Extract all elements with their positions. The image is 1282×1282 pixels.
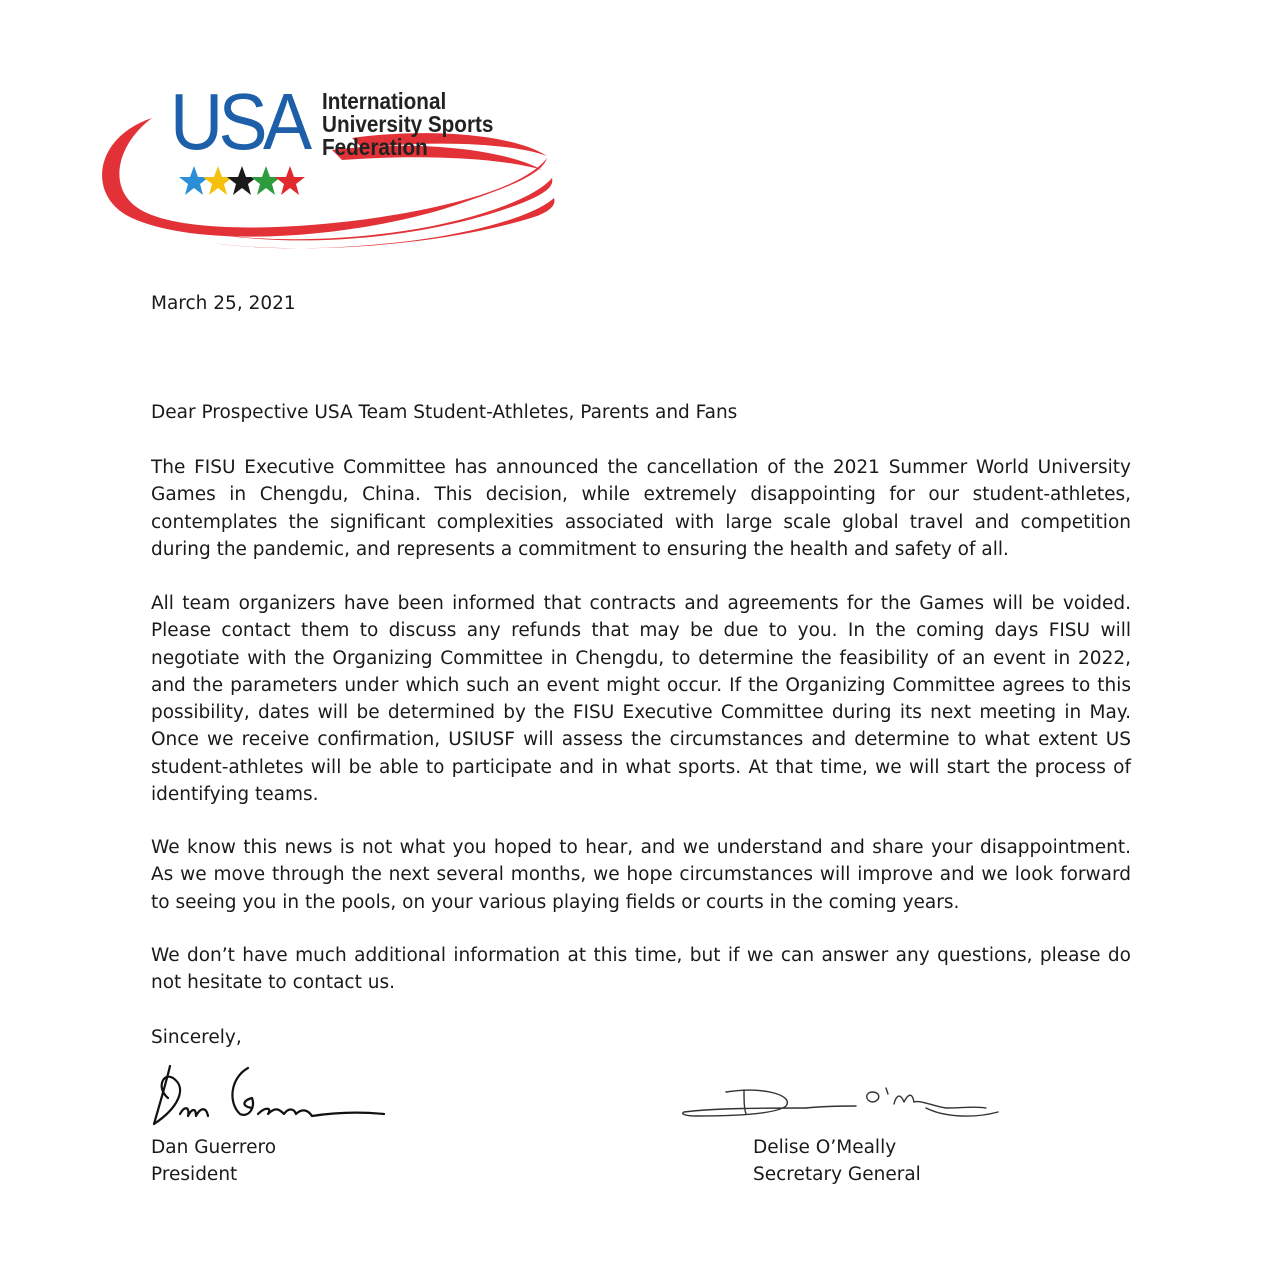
star-icon (275, 166, 305, 195)
letter-paragraph: All team organizers have been informed that contracts and agreements for the Games will be voided. Please contact them to discuss any refunds that may be due to you. In the coming days FISU will negotiate with the Organizing Committee in Chengdu, to determine the feasibility of an event in 2022, and the parameters under which such an event might occur. If the Organizing Committee agrees to this possibility, dates will be determined by the FISU Executive Committee during its next meeting in May. Once we receive confirmation, USIUSF will assess the circumstances and determine to what extent US student-athletes will be able to participate and in what sports. At that time, we will start the process of identifying teams. (151, 593, 1131, 806)
letter-paragraph: We don’t have much additional information at this time, but if we can answer any questions, please do not hesitate to contact us. (151, 945, 1131, 994)
star-icon (251, 166, 281, 195)
letter-paragraph: The FISU Executive Committee has announced the cancellation of the 2021 Summer World University Games in Chengdu, China. This decision, while extremely disappointing for our student-athletes, contemplates the significant complexities associated with large scale global travel and competition during the pandemic, and represents a commitment to ensuring the health and safety of all. (151, 457, 1131, 560)
signer-name: Delise O’Meally (753, 1137, 897, 1158)
star-icons (179, 166, 305, 195)
signer-block (151, 1134, 276, 1188)
letter-closing: Sincerely, (151, 1027, 242, 1048)
signer-title: Secretary General (753, 1164, 921, 1185)
letter-date: March 25, 2021 (151, 293, 296, 314)
signature-delise-omeally (676, 1078, 1006, 1128)
logo-org-line: International (322, 88, 447, 114)
letter-paragraph: We know this news is not what you hoped to hear, and we understand and share your disappointment. As we move through the next several months, we hope circumstances will improve and we look forward to seeing you in the pools, on your various playing fields or courts in the coming years. (151, 837, 1131, 913)
logo-usa-text: USA (170, 77, 308, 166)
signature-dan-guerrero (148, 1058, 388, 1128)
logo-org-name (322, 90, 493, 159)
logo-org-line: University Sports (322, 111, 494, 137)
star-icon (179, 166, 209, 195)
star-icon (227, 166, 257, 195)
signer-name: Dan Guerrero (151, 1137, 277, 1158)
signer-block (753, 1134, 921, 1188)
usiusf-logo (92, 78, 562, 253)
signer-title: President (151, 1164, 238, 1185)
logo-org-line: Federation (322, 134, 428, 160)
letter-salutation: Dear Prospective USA Team Student-Athletes, Parents and Fans (151, 402, 738, 423)
star-icon (203, 166, 233, 195)
